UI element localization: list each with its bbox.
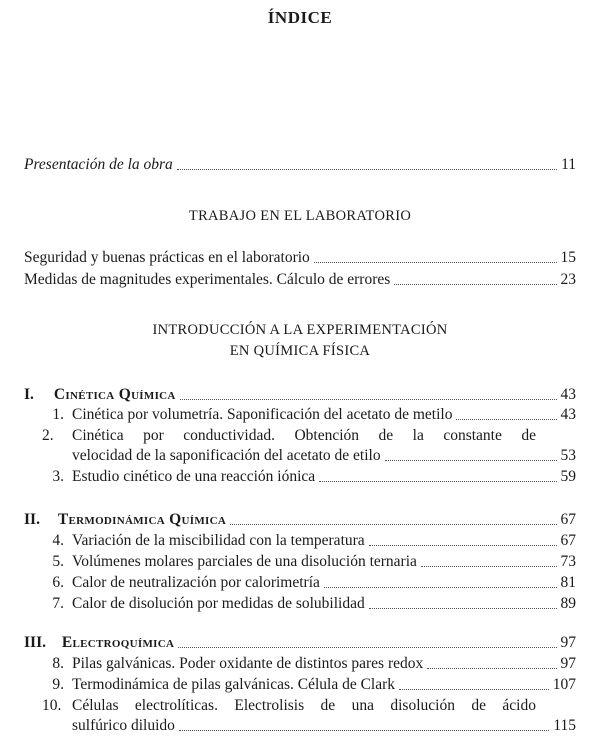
chapter-heading-1[interactable]	[24, 385, 576, 405]
item-number: 8.	[52, 655, 64, 672]
toc-page-number: 67	[560, 511, 576, 528]
dot-leader	[394, 284, 556, 285]
dot-leader	[230, 524, 556, 525]
toc-page-number: 81	[560, 574, 576, 591]
chapter-heading-2[interactable]	[24, 510, 576, 530]
toc-item-2-line1[interactable]	[42, 426, 536, 446]
toc-page-number: 15	[560, 249, 576, 266]
chapter-title: Electroquímica	[61, 634, 175, 651]
toc-page-number: 97	[560, 634, 576, 651]
dot-leader	[324, 587, 557, 588]
toc-page-number: 23	[560, 271, 576, 288]
item-number: 10.	[42, 697, 62, 714]
item-number: 3.	[52, 468, 64, 485]
toc-entry-label: Termodinámica de pilas galvánicas. Célula de Clark	[72, 676, 396, 693]
toc-page-number: 73	[560, 553, 576, 570]
toc-entry-safety[interactable]	[24, 248, 576, 268]
toc-item-2[interactable]	[72, 446, 576, 466]
dot-leader	[427, 668, 556, 669]
item-number: 4.	[52, 532, 64, 549]
chapter-number: II.	[24, 511, 40, 528]
chapter-title: Termodinámica Química	[57, 511, 227, 528]
toc-page-number: 67	[560, 532, 576, 549]
toc-entry-label: Seguridad y buenas prácticas en el laboratorio	[24, 249, 310, 266]
dot-leader	[319, 481, 556, 482]
chapter-number: III.	[24, 634, 46, 651]
toc-entry-label: velocidad de la saponificación del acetato de etilo	[72, 447, 381, 464]
dot-leader	[369, 545, 557, 546]
item-number: 5.	[52, 553, 64, 570]
chapter-title: Cinética Química	[53, 386, 176, 403]
toc-page-number: 43	[560, 406, 576, 423]
dot-leader	[456, 419, 556, 420]
toc-item-10[interactable]	[72, 716, 576, 736]
page-title: ÍNDICE	[267, 8, 333, 27]
toc-entry-measurements[interactable]	[24, 270, 576, 290]
toc-page-number: 107	[552, 676, 576, 693]
toc-page-number: 43	[560, 386, 576, 403]
toc-page-number: 59	[560, 468, 576, 485]
toc-item-5[interactable]	[42, 552, 576, 572]
toc-entry-presentation[interactable]	[24, 155, 576, 175]
toc-item-1[interactable]	[42, 405, 576, 425]
section-heading-intro-line1: INTRODUCCIÓN A LA EXPERIMENTACIÓN	[152, 322, 448, 338]
toc-item-6[interactable]	[42, 573, 576, 593]
chapter-number: I.	[24, 386, 34, 403]
toc-entry-label: Cinética por volumetría. Saponificación del acetato de metilo	[72, 406, 453, 423]
chapter-heading-3[interactable]	[24, 633, 576, 653]
item-number: 2.	[42, 427, 54, 444]
dot-leader	[179, 730, 549, 731]
toc-page-number: 97	[560, 655, 576, 672]
toc-entry-label: sulfúrico diluido	[72, 717, 175, 734]
dot-leader	[180, 399, 557, 400]
toc-entry-label: Variación de la miscibilidad con la temperatura	[72, 532, 365, 549]
dot-leader	[177, 169, 557, 170]
item-number: 6.	[52, 574, 64, 591]
section-heading-lab: TRABAJO EN EL LABORATORIO	[188, 208, 412, 224]
toc-item-8[interactable]	[42, 654, 576, 674]
toc-entry-label: Calor de neutralización por calorimetría	[72, 574, 320, 591]
dot-leader	[314, 262, 557, 263]
toc-entry-label: Medidas de magnitudes experimentales. Cálculo de errores	[24, 271, 391, 288]
dot-leader	[178, 647, 556, 648]
toc-item-3[interactable]	[42, 467, 576, 487]
toc-entry-label: Volúmenes molares parciales de una disolución ternaria	[72, 553, 417, 570]
toc-page-number: 11	[561, 156, 576, 173]
toc-page-number: 115	[553, 717, 576, 734]
toc-entry-label: Presentación de la obra	[24, 156, 173, 173]
dot-leader	[421, 566, 557, 567]
toc-entry-label-line1: Cinética por conductividad. Obtención de la constante de	[72, 427, 536, 444]
dot-leader	[399, 689, 549, 690]
item-number: 1.	[52, 406, 64, 423]
toc-item-4[interactable]	[42, 531, 576, 551]
toc-page-number: 89	[560, 595, 576, 612]
toc-item-10-line1[interactable]	[42, 696, 536, 716]
toc-page-number: 53	[560, 447, 576, 464]
toc-entry-label: Pilas galvánicas. Poder oxidante de distintos pares redox	[72, 655, 424, 672]
dot-leader	[385, 460, 557, 461]
dot-leader	[369, 608, 557, 609]
toc-entry-label: Estudio cinético de una reacción iónica	[72, 468, 316, 485]
toc-entry-label: Calor de disolución por medidas de solubilidad	[72, 595, 365, 612]
item-number: 9.	[52, 676, 64, 693]
toc-item-7[interactable]	[42, 594, 576, 614]
toc-entry-label-line1: Células electrolíticas. Electrolisis de una disolución de ácido	[72, 697, 536, 714]
item-number: 7.	[52, 595, 64, 612]
toc-item-9[interactable]	[42, 675, 576, 695]
section-heading-intro-line2: EN QUÍMICA FÍSICA	[229, 343, 371, 359]
